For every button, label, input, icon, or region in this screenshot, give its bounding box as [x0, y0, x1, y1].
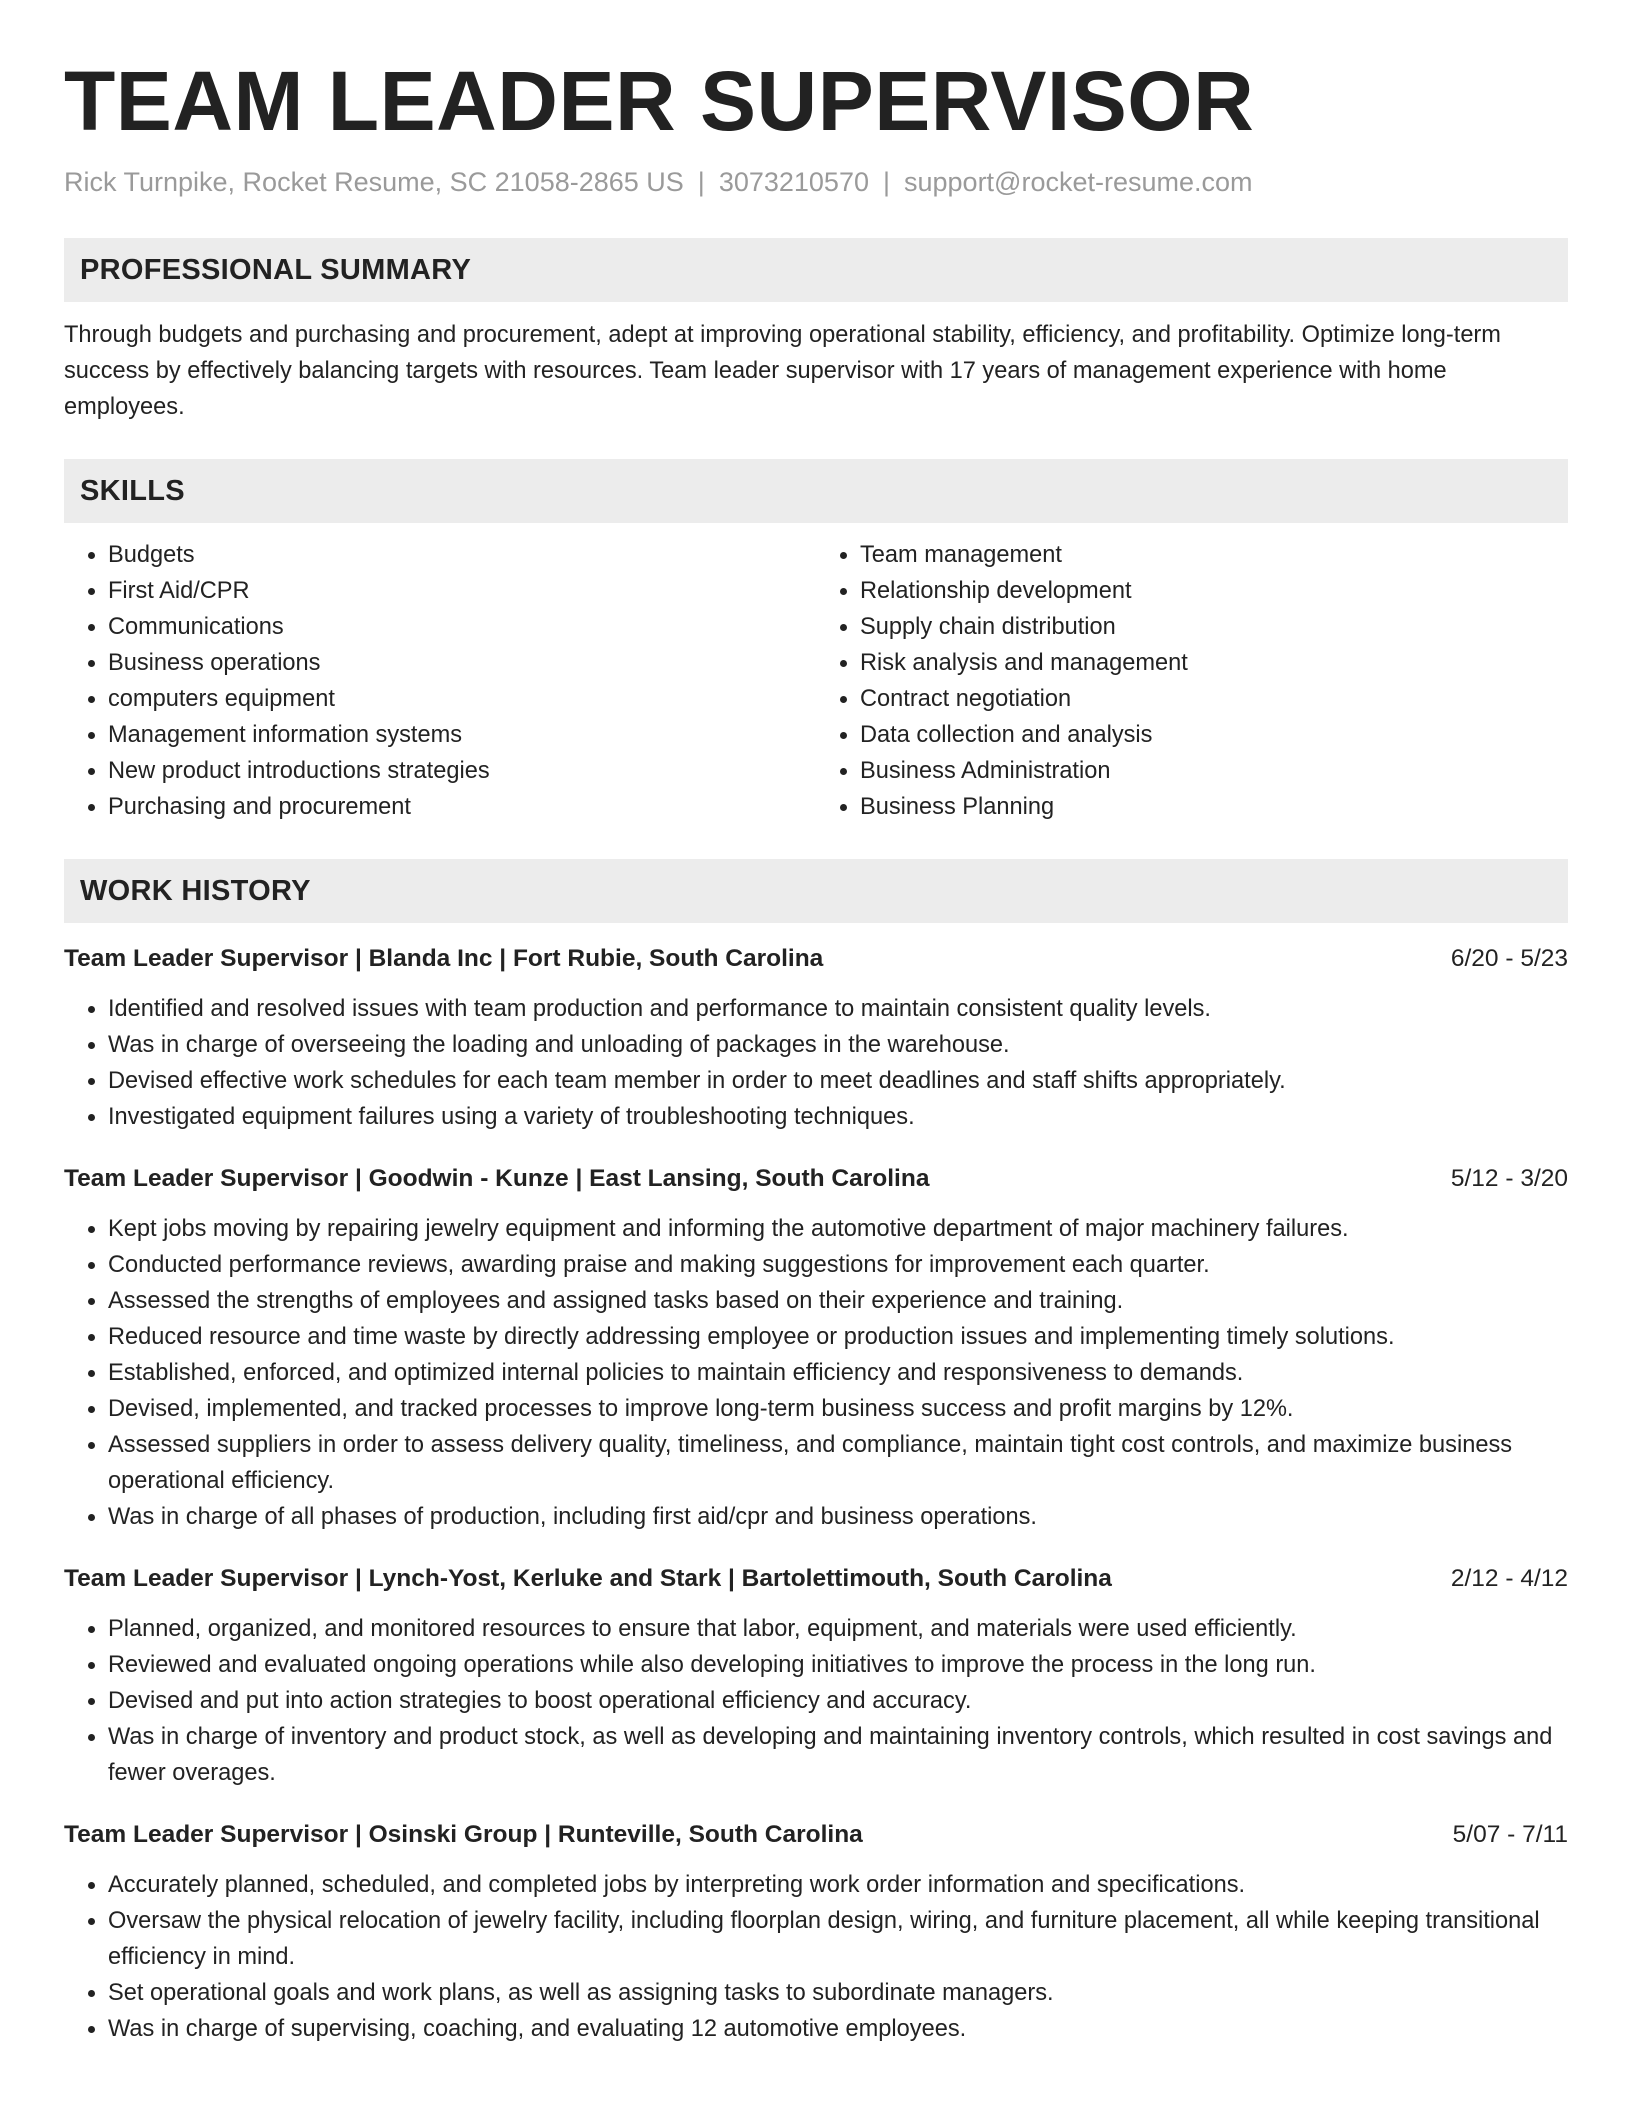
skills-column-right [816, 537, 1568, 825]
job-bullet: • Was in charge of overseeing the loading and unloading of packages in the warehouse. [108, 1027, 1568, 1063]
skill-item: • Business Planning [860, 789, 1568, 825]
summary-section-header: PROFESSIONAL SUMMARY [64, 238, 1568, 302]
skill-item: • Team management [860, 537, 1568, 573]
contact-separator: | [697, 167, 705, 198]
job-bullet: • Identified and resolved issues with team production and performance to maintain consistent quality levels. [108, 991, 1568, 1027]
skill-item: • Communications [108, 609, 816, 645]
job-bullet: • Devised, implemented, and tracked processes to improve long-term business success and profit margins by 12%. [108, 1391, 1568, 1427]
skill-item: • computers equipment [108, 681, 816, 717]
job-bullet: • Reduced resource and time waste by directly addressing employee or production issues and implementing timely solutions. [108, 1319, 1568, 1355]
job-bullet: • Planned, organized, and monitored resources to ensure that labor, equipment, and materials were used efficiently. [108, 1611, 1568, 1647]
job-bullet: • Assessed suppliers in order to assess delivery quality, timeliness, and compliance, maintain tight cost controls, and maximize business operational efficiency. [108, 1427, 1568, 1499]
contact-separator: | [882, 167, 890, 198]
job-bullet: • Established, enforced, and optimized internal policies to maintain efficiency and responsiveness to demands. [108, 1355, 1568, 1391]
job-bullet: • Accurately planned, scheduled, and completed jobs by interpreting work order information and specifications. [108, 1867, 1568, 1903]
contact-email: support@rocket-resume.com [904, 167, 1253, 198]
job-bullet-list [64, 1611, 1568, 1791]
job-header [64, 941, 1568, 977]
job-dates: 5/12 - 3/20 [1450, 1165, 1568, 1193]
contact-line [64, 166, 1568, 198]
skill-item: • Purchasing and procurement [108, 789, 816, 825]
contact-phone: 3073210570 [718, 167, 869, 198]
job-entry [64, 1817, 1568, 2047]
job-bullet-list [64, 991, 1568, 1135]
skill-item: • Relationship development [860, 573, 1568, 609]
job-bullet: • Assessed the strengths of employees and assigned tasks based on their experience and training. [108, 1283, 1568, 1319]
job-entry [64, 1161, 1568, 1535]
job-header [64, 1161, 1568, 1197]
job-bullet: • Conducted performance reviews, awarding praise and making suggestions for improvement each quarter. [108, 1247, 1568, 1283]
job-bullet: • Was in charge of inventory and product stock, as well as developing and maintaining inventory controls, which resulted in cost savings and fewer overages. [108, 1719, 1568, 1791]
job-title: Team Leader Supervisor | Goodwin - Kunze | East Lansing, South Carolina [64, 1165, 930, 1193]
skill-item: • First Aid/CPR [108, 573, 816, 609]
job-entry [64, 941, 1568, 1135]
skill-item: • Business operations [108, 645, 816, 681]
job-dates: 5/07 - 7/11 [1452, 1821, 1568, 1849]
resume-title: TEAM LEADER SUPERVISOR [64, 54, 1255, 148]
job-title: Team Leader Supervisor | Lynch-Yost, Kerluke and Stark | Bartolettimouth, South Carolina [64, 1565, 1112, 1593]
skills-section-header: SKILLS [64, 459, 1568, 523]
job-bullet-list [64, 1211, 1568, 1535]
job-bullet: • Reviewed and evaluated ongoing operations while also developing initiatives to improve the process in the long run. [108, 1647, 1568, 1683]
job-title: Team Leader Supervisor | Blanda Inc | Fort Rubie, South Carolina [64, 945, 824, 973]
skills-grid [64, 537, 1568, 825]
skill-item: • Budgets [108, 537, 816, 573]
job-bullet: • Was in charge of supervising, coaching, and evaluating 12 automotive employees. [108, 2011, 1568, 2047]
contact-address: Rick Turnpike, Rocket Resume, SC 21058-2865 US [64, 167, 684, 198]
job-bullet: • Kept jobs moving by repairing jewelry equipment and informing the automotive department of major machinery failures. [108, 1211, 1568, 1247]
job-bullet: • Was in charge of all phases of production, including first aid/cpr and business operations. [108, 1499, 1568, 1535]
skill-item: • New product introductions strategies [108, 753, 816, 789]
job-dates: 2/12 - 4/12 [1450, 1565, 1568, 1593]
skill-item: • Data collection and analysis [860, 717, 1568, 753]
job-bullet: • Devised effective work schedules for each team member in order to meet deadlines and staff shifts appropriately. [108, 1063, 1568, 1099]
skill-item: • Supply chain distribution [860, 609, 1568, 645]
job-bullet: • Oversaw the physical relocation of jewelry facility, including floorplan design, wiring, and furniture placement, all while keeping transitional efficiency in mind. [108, 1903, 1568, 1975]
skill-item: • Business Administration [860, 753, 1568, 789]
job-bullet: • Investigated equipment failures using a variety of troubleshooting techniques. [108, 1099, 1568, 1135]
job-bullet: • Devised and put into action strategies to boost operational efficiency and accuracy. [108, 1683, 1568, 1719]
skills-column-left [64, 537, 816, 825]
job-dates: 6/20 - 5/23 [1450, 945, 1568, 973]
job-header [64, 1561, 1568, 1597]
skill-item: • Risk analysis and management [860, 645, 1568, 681]
job-title: Team Leader Supervisor | Osinski Group | Runteville, South Carolina [64, 1821, 863, 1849]
job-bullet: • Set operational goals and work plans, as well as assigning tasks to subordinate managers. [108, 1975, 1568, 2011]
job-bullet-list [64, 1867, 1568, 2047]
skill-item: • Management information systems [108, 717, 816, 753]
skill-item: • Contract negotiation [860, 681, 1568, 717]
work-history-section-header: WORK HISTORY [64, 859, 1568, 923]
job-header [64, 1817, 1568, 1853]
summary-text: Through budgets and purchasing and procurement, adept at improving operational stability, efficiency, and profitability. Optimize long-term success by effectively balancing targets with resources. Team leader supervisor with 17 years of management experience with home employees. [64, 322, 1501, 421]
job-entry [64, 1561, 1568, 1791]
